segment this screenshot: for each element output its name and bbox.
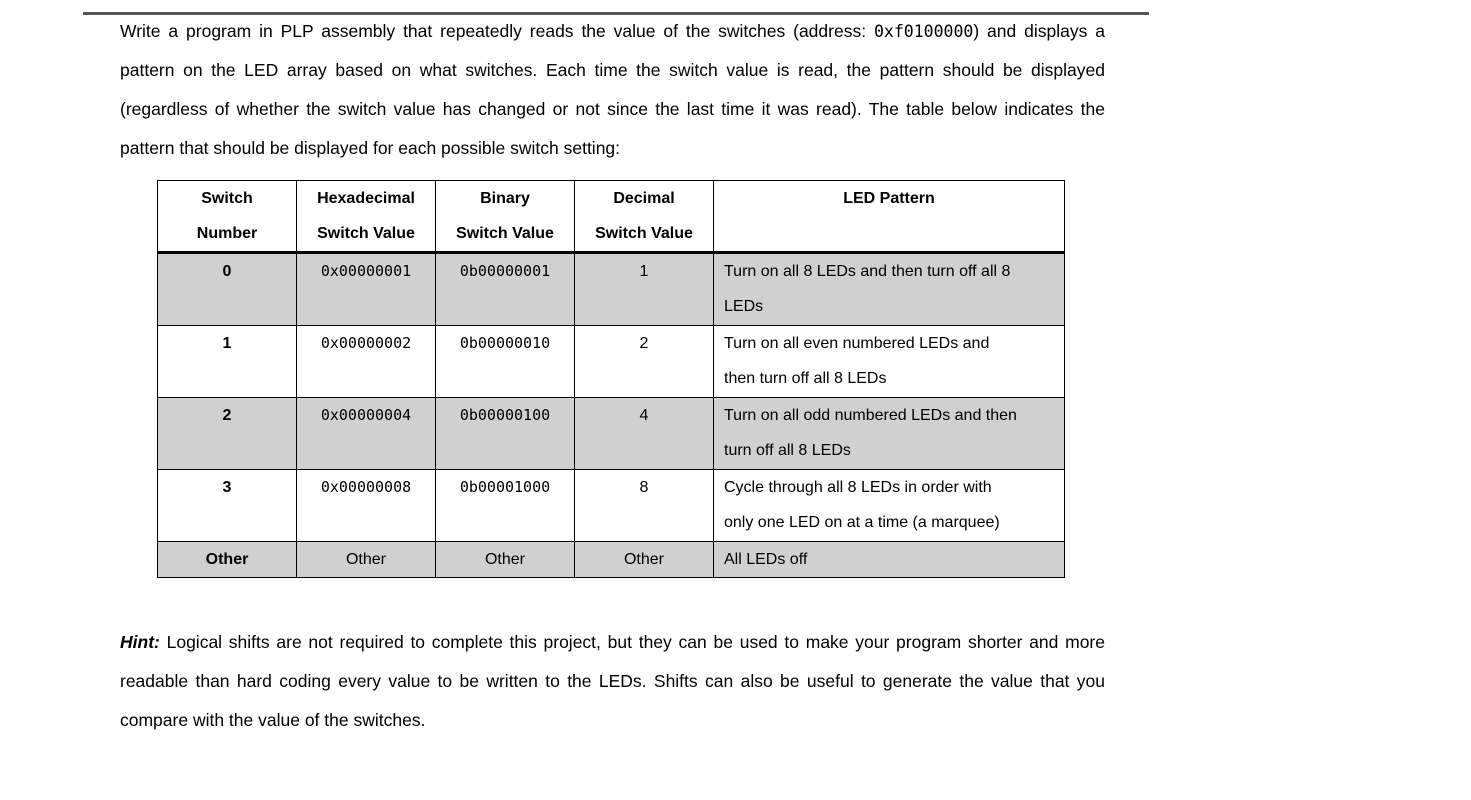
cell-number: 0 <box>158 253 297 326</box>
header-decimal: Decimal Switch Value <box>575 181 714 253</box>
intro-text-rest: displays a pattern on the LED array based on what switches. Each time the switch value is read, the pattern should be displayed (regardless of whether the switch value has changed or not since the last time it was read). The table below indicates the pattern that should be displayed for each possible switch setting: <box>120 21 1105 158</box>
cell-binary: Other <box>436 542 575 578</box>
header-hex: Hexadecimal Switch Value <box>297 181 436 253</box>
cell-hex: 0x00000004 <box>297 398 436 470</box>
cell-number: 2 <box>158 398 297 470</box>
table-row <box>158 326 1065 398</box>
table-row <box>158 398 1065 470</box>
cell-decimal: 1 <box>575 253 714 326</box>
cell-pattern: Cycle through all 8 LEDs in order with only one LED on at a time (a marquee) <box>714 470 1065 542</box>
cell-binary: 0b00000100 <box>436 398 575 470</box>
cell-decimal: 8 <box>575 470 714 542</box>
cell-decimal: 4 <box>575 398 714 470</box>
hint-label: Hint: <box>120 632 160 652</box>
header-switch-number: Switch Number <box>158 181 297 253</box>
switch-address: 0xf0100000 <box>873 22 974 41</box>
cell-binary: 0b00001000 <box>436 470 575 542</box>
hint-paragraph <box>120 623 1105 740</box>
cell-number: 3 <box>158 470 297 542</box>
cell-pattern: All LEDs off <box>714 542 1065 578</box>
cell-hex: 0x00000008 <box>297 470 436 542</box>
cell-decimal: Other <box>575 542 714 578</box>
cell-hex: 0x00000001 <box>297 253 436 326</box>
switch-led-table <box>157 180 1065 578</box>
table-row <box>158 542 1065 578</box>
table-row <box>158 253 1065 326</box>
hint-text: Logical shifts are not required to complete this project, but they can be used to make your program shorter and more readable than hard coding every value to be written to the LEDs. Shifts can also be useful to generate the value that you compare with the value of the switches. <box>120 632 1105 730</box>
cell-number: Other <box>158 542 297 578</box>
cell-hex: 0x00000002 <box>297 326 436 398</box>
cell-binary: 0b00000010 <box>436 326 575 398</box>
intro-text-start: Write a program in PLP assembly that repeatedly reads the value of the switches (address: <box>120 21 874 41</box>
cell-pattern: Turn on all odd numbered LEDs and then turn off all 8 LEDs <box>714 398 1065 470</box>
intro-paragraph <box>120 12 1105 168</box>
cell-number: 1 <box>158 326 297 398</box>
table-header-row <box>158 181 1065 253</box>
header-binary: Binary Switch Value <box>436 181 575 253</box>
cell-pattern: Turn on all 8 LEDs and then turn off all 8 LEDs <box>714 253 1065 326</box>
intro-text-mid: ) and <box>973 21 1017 41</box>
cell-decimal: 2 <box>575 326 714 398</box>
cell-pattern: Turn on all even numbered LEDs and then turn off all 8 LEDs <box>714 326 1065 398</box>
cell-binary: 0b00000001 <box>436 253 575 326</box>
cell-hex: Other <box>297 542 436 578</box>
header-led-pattern: LED Pattern <box>714 181 1065 253</box>
table-row <box>158 470 1065 542</box>
